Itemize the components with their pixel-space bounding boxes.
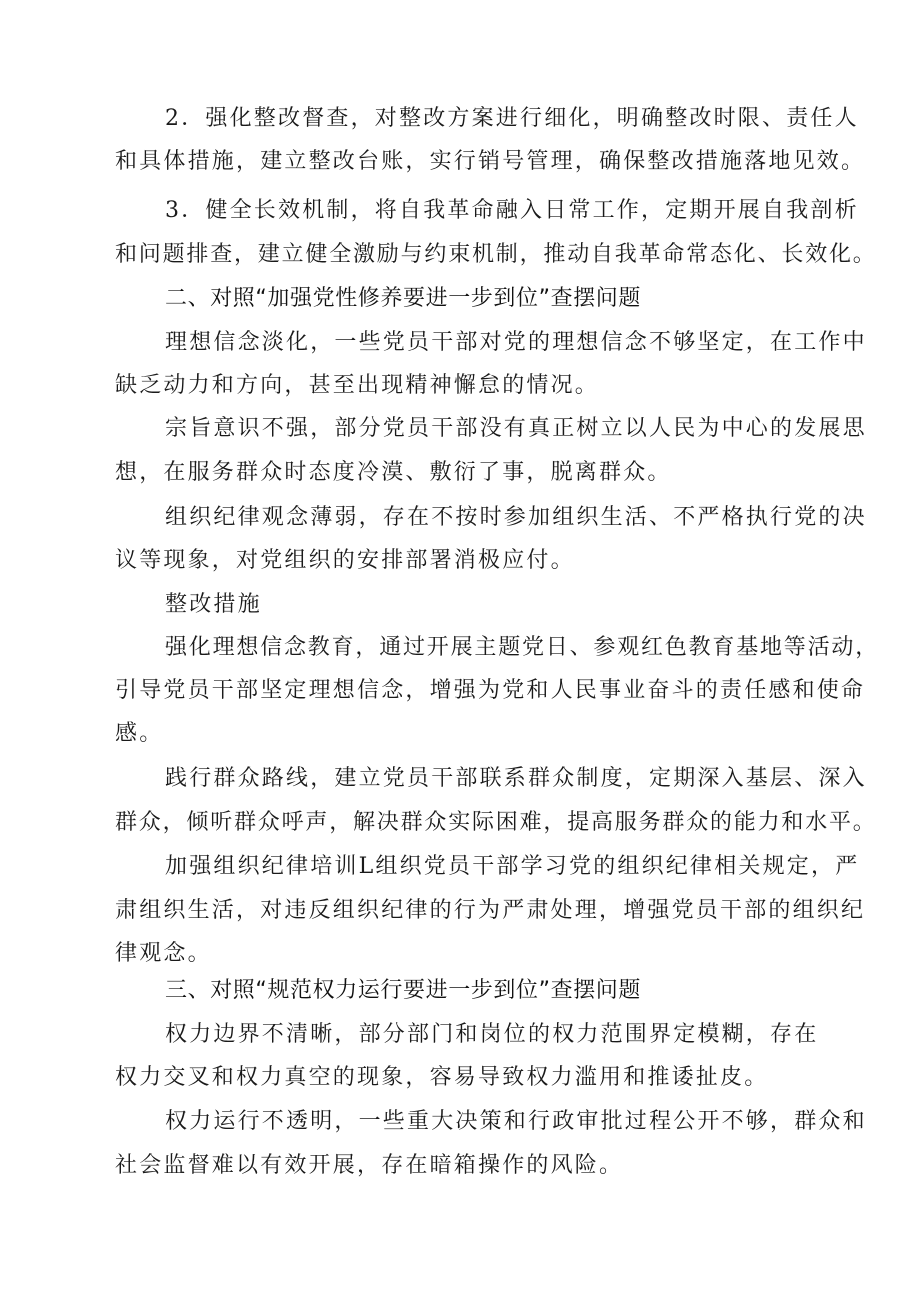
section-heading-3: 三、对照“规范权力运行要进一步到位”查摆问题	[165, 978, 641, 1003]
paragraph-line: 强化理想信念教育，通过开展主题党日、参观红色教育基地等活动，	[165, 635, 880, 660]
paragraph-line: 引导党员干部坚定理想信念，增强为党和人民事业奋斗的责任感和使命	[115, 678, 866, 703]
paragraph-line: 权力边界不清晰，部分部门和岗位的权力范围界定模糊，存在	[165, 1022, 819, 1047]
list-item-2-line-1: 2．强化整改督查，对整改方案进行细化，明确整改时限、责任人	[165, 106, 859, 131]
paragraph-line: 肃组织生活，对违反组织纪律的行为严肃处理，增强党员干部的组织纪	[115, 898, 866, 923]
paragraph-line: 宗旨意识不强，部分党员干部没有真正树立以人民为中心的发展思	[165, 416, 867, 441]
paragraph-line: 群众，倾听群众呼声，解决群众实际困难，提高服务群众的能力和水平。	[115, 810, 877, 835]
paragraph-line: 感。	[115, 721, 164, 746]
paragraph-line: 理想信念淡化，一些党员干部对党的理想信念不够坚定，在工作中	[165, 330, 867, 355]
paragraph-line: 践行群众路线，建立党员干部联系群众制度，定期深入基层、深入	[165, 766, 867, 791]
paragraph-line: 社会监督难以有效开展，存在暗箱操作的风险。	[115, 1153, 624, 1178]
subheading-rectification: 整改措施	[165, 592, 262, 617]
paragraph-line: 缺乏动力和方向，甚至出现精神懈怠的情况。	[115, 373, 600, 398]
list-item-2-line-2: 和具体措施，建立整改台账，实行销号管理，确保整改措施落地见效。	[115, 149, 866, 174]
paragraph-line: 权力运行不透明，一些重大决策和行政审批过程公开不够，群众和	[165, 1109, 867, 1134]
paragraph-line: 组织纪律观念薄弱，存在不按时参加组织生活、不严格执行党的决	[165, 505, 867, 530]
paragraph-line: 想，在服务群众时态度冷漠、敷衍了事，脱离群众。	[115, 460, 672, 485]
paragraph-line: 加强组织纪律培训L组织党员干部学习党的组织纪律相关规定，严	[165, 854, 860, 879]
paragraph-line: 权力交叉和权力真空的现象，容易导致权力滥用和推诿扯皮。	[115, 1065, 769, 1090]
paragraph-line: 律观念。	[115, 941, 212, 966]
list-item-3-line-1: 3．健全长效机制，将自我革命融入日常工作，定期开展自我剖析	[165, 198, 859, 223]
paragraph-line: 议等现象，对党组织的安排部署消极应付。	[115, 548, 575, 573]
section-heading-2: 二、对照“加强党性修养要进一步到位”查摆问题	[165, 286, 641, 311]
list-item-3-line-2: 和问题排查，建立健全激励与约束机制，推动自我革命常态化、长效化。	[115, 242, 877, 267]
